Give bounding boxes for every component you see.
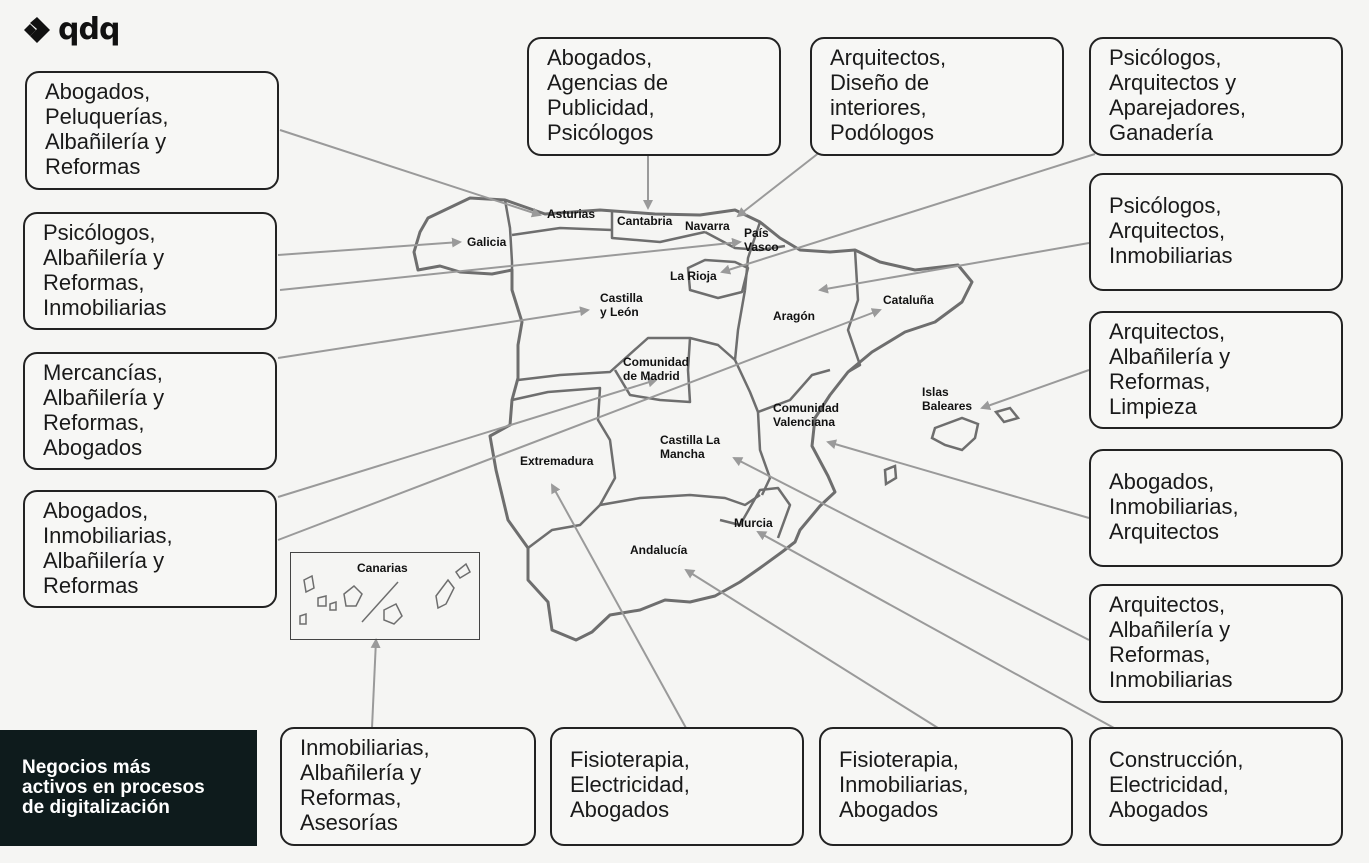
box-valenciana: Abogados, Inmobiliarias, Arquitectos bbox=[1089, 449, 1343, 567]
region-aragon: Aragón bbox=[773, 309, 815, 323]
box-galicia: Psicólogos, Albañilería y Reformas, Inmobiliarias bbox=[23, 212, 277, 330]
region-castilla-la-mancha: Castilla La Mancha bbox=[660, 433, 721, 461]
region-galicia: Galicia bbox=[467, 235, 507, 249]
title-panel bbox=[0, 730, 257, 846]
box-extremadura: Fisioterapia, Electricidad, Abogados bbox=[550, 727, 804, 846]
box-madrid: Abogados, Inmobiliarias, Albañilería y Reformas bbox=[23, 490, 277, 608]
box-castilla-leon: Mercancías, Albañilería y Reformas, Abogados bbox=[23, 352, 277, 470]
connector-asturias bbox=[280, 130, 540, 215]
title-line: de digitalización bbox=[22, 797, 170, 818]
region-islas-baleares: Islas Baleares bbox=[922, 385, 973, 413]
region-valenciana: Comunidad Valenciana bbox=[773, 401, 839, 429]
box-andalucia: Fisioterapia, Inmobiliarias, Abogados bbox=[819, 727, 1073, 846]
box-castilla-la-mancha: Arquitectos, Albañilería y Reformas, Inmobiliarias bbox=[1089, 584, 1343, 703]
connector-la-rioja bbox=[722, 154, 1095, 272]
region-andalucia: Andalucía bbox=[630, 543, 688, 557]
region-cantabria: Cantabria bbox=[617, 214, 673, 228]
connector-canarias bbox=[372, 640, 376, 728]
region-navarra: Navarra bbox=[685, 219, 730, 233]
box-pais-vasco: Psicólogos, Arquitectos y Aparejadores, Ganadería bbox=[1089, 37, 1343, 156]
qdq-logo-icon bbox=[22, 15, 52, 45]
ibiza-outline bbox=[885, 466, 896, 484]
region-cataluna: Cataluña bbox=[883, 293, 934, 307]
connector-baleares bbox=[982, 370, 1089, 408]
menorca-outline bbox=[996, 408, 1018, 422]
connector-valenciana bbox=[828, 442, 1089, 518]
title-line: activos en procesos bbox=[22, 777, 205, 798]
region-madrid: Comunidad de Madrid bbox=[623, 355, 689, 383]
region-canarias: Canarias bbox=[357, 561, 408, 575]
mallorca-outline bbox=[932, 418, 978, 450]
title-line: Negocios más bbox=[22, 757, 151, 778]
box-navarra: Arquitectos, Diseño de interiores, Podólogos bbox=[810, 37, 1064, 156]
box-canarias: Inmobiliarias, Albañilería y Reformas, Asesorías bbox=[280, 727, 536, 846]
box-aragon: Psicólogos, Arquitectos, Inmobiliarias bbox=[1089, 173, 1343, 291]
box-murcia: Construcción, Electricidad, Abogados bbox=[1089, 727, 1343, 846]
region-pais-vasco: País Vasco bbox=[744, 226, 779, 254]
qdq-logo bbox=[22, 12, 120, 47]
logo-text: qdq bbox=[58, 12, 120, 47]
box-cantabria: Abogados, Agencias de Publicidad, Psicólogos bbox=[527, 37, 781, 156]
region-murcia: Murcia bbox=[734, 516, 773, 530]
canarias-inset bbox=[290, 552, 480, 640]
region-la-rioja: La Rioja bbox=[670, 269, 717, 283]
region-extremadura: Extremadura bbox=[520, 454, 594, 468]
region-castilla-leon: Castilla y León bbox=[600, 291, 643, 319]
box-baleares: Arquitectos, Albañilería y Reformas, Limpieza bbox=[1089, 311, 1343, 429]
region-asturias: Asturias bbox=[547, 207, 596, 221]
connector-andalucia bbox=[686, 570, 938, 728]
box-asturias: Abogados, Peluquerías, Albañilería y Reformas bbox=[25, 71, 279, 190]
connector-navarra bbox=[738, 152, 820, 216]
